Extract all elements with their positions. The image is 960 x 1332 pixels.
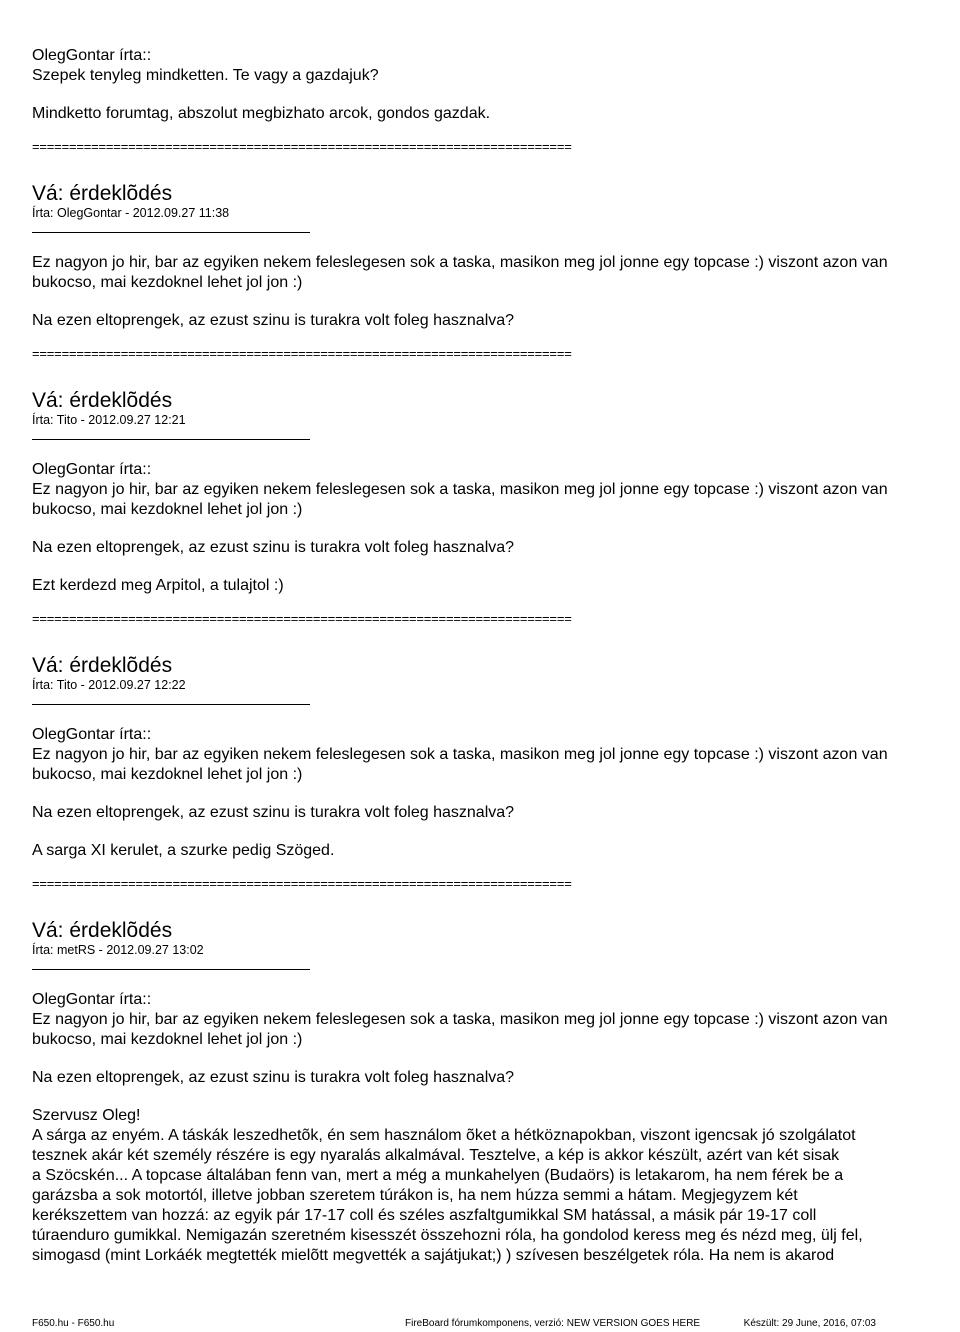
post-body-line: Na ezen eltoprengek, az ezust szinu is turakra volt foleg hasznalva? bbox=[32, 804, 515, 821]
forum-post bbox=[32, 654, 942, 861]
post-reply: Ezt kerdezd meg Arpitol, a tulajtol :) bbox=[32, 577, 284, 594]
separator: ========================================================================= bbox=[32, 347, 572, 361]
page-footer bbox=[32, 1318, 876, 1330]
post-quote-author: OlegGontar írta:: bbox=[32, 991, 152, 1008]
forum-post bbox=[32, 919, 942, 1266]
post-reply-line: simogasd (mint Lorkáék megtették mielõtt megvették a sajátjukat;) ) szívesen beszélgetek róla. Ha nem is akarod bbox=[32, 1247, 835, 1264]
post-title: Vá: érdeklõdés bbox=[32, 389, 173, 412]
post-quote-author: OlegGontar írta:: bbox=[32, 726, 152, 743]
post-reply-line: túraenduro gumikkal. Nemigazán szeretném kisesszét összehozni róla, ha gondolod keress meg és nézd meg, ülj fel, bbox=[32, 1227, 863, 1244]
post-title: Vá: érdeklõdés bbox=[32, 182, 173, 205]
post-body-line: Ez nagyon jo hir, bar az egyiken nekem feleslegesen sok a taska, masikon meg jol jonne egy topcase :) viszont azon van bbox=[32, 481, 888, 498]
separator: ========================================================================= bbox=[32, 877, 572, 891]
post-title: Vá: érdeklõdés bbox=[32, 919, 173, 942]
post-body-line: Ez nagyon jo hir, bar az egyiken nekem feleslegesen sok a taska, masikon meg jol jonne egy topcase :) viszont azon van bbox=[32, 1011, 888, 1028]
post-meta: Írta: OlegGontar - 2012.09.27 11:38 bbox=[32, 206, 230, 220]
post-body-line: Na ezen eltoprengek, az ezust szinu is turakra volt foleg hasznalva? bbox=[32, 1069, 515, 1086]
forum-post bbox=[32, 182, 942, 331]
post-reply-line: a Szöcskén... A topcase általában fenn van, mert a még a munkahelyen (Budaörs) is letakarom, ha nem férek be a bbox=[32, 1167, 844, 1184]
post-body-line: bukocso, mai kezdoknel lehet jol jon :) bbox=[32, 1031, 303, 1048]
post-body-line: bukocso, mai kezdoknel lehet jol jon :) bbox=[32, 274, 303, 291]
post-reply: A sarga XI kerulet, a szurke pedig Szöged. bbox=[32, 842, 335, 859]
post-meta: Írta: Tito - 2012.09.27 12:21 bbox=[32, 413, 186, 427]
footer-component: FireBoard fórumkomponens, verzió: NEW VERSION GOES HERE bbox=[405, 1318, 701, 1329]
post-reply-line: tesznek akár két személy részére is egy nyaralás alkalmával. Tesztelve, a kép is akkor készült, azért van két sisak bbox=[32, 1147, 840, 1164]
post-body-line: bukocso, mai kezdoknel lehet jol jon :) bbox=[32, 501, 303, 518]
post-body-line: Na ezen eltoprengek, az ezust szinu is turakra volt foleg hasznalva? bbox=[32, 312, 515, 329]
post-meta: Írta: metRS - 2012.09.27 13:02 bbox=[32, 943, 204, 957]
intro-line: Mindketto forumtag, abszolut megbizhato arcok, gondos gazdak. bbox=[32, 105, 491, 122]
post-body-line: Ez nagyon jo hir, bar az egyiken nekem feleslegesen sok a taska, masikon meg jol jonne egy topcase :) viszont azon van bbox=[32, 254, 888, 271]
post-title: Vá: érdeklõdés bbox=[32, 654, 173, 677]
document-page bbox=[32, 46, 942, 1266]
separator: ========================================================================= bbox=[32, 140, 572, 154]
post-reply-line: Szervusz Oleg! bbox=[32, 1107, 141, 1124]
intro-line: Szepek tenyleg mindketten. Te vagy a gazdajuk? bbox=[32, 67, 379, 84]
post-quote-author: OlegGontar írta:: bbox=[32, 461, 152, 478]
post-reply-line: garázsba a sok motortól, illetve jobban szeretem túrákon is, ha nem húzza semmi a hátam. Megjegyzem két bbox=[32, 1187, 798, 1204]
footer-timestamp: Készült: 29 June, 2016, 07:03 bbox=[743, 1318, 876, 1329]
footer-site: F650.hu - F650.hu bbox=[32, 1318, 115, 1329]
post-reply-line: kerékszettem van hozzá: az egyik pár 17-17 coll és széles aszfaltgumikkal SM hatással, a másik pár 19-17 coll bbox=[32, 1207, 817, 1224]
intro-quote-author: OlegGontar írta:: bbox=[32, 47, 152, 64]
separator: ========================================================================= bbox=[32, 612, 572, 626]
forum-post bbox=[32, 389, 942, 596]
post-reply-line: A sárga az enyém. A táskák leszedhetõk, én sem használom õket a hétköznapokban, viszont igencsak jó szolgálatot bbox=[32, 1127, 856, 1144]
post-body-line: Ez nagyon jo hir, bar az egyiken nekem feleslegesen sok a taska, masikon meg jol jonne egy topcase :) viszont azon van bbox=[32, 746, 888, 763]
post-body-line: Na ezen eltoprengek, az ezust szinu is turakra volt foleg hasznalva? bbox=[32, 539, 515, 556]
post-body-line: bukocso, mai kezdoknel lehet jol jon :) bbox=[32, 766, 303, 783]
post-meta: Írta: Tito - 2012.09.27 12:22 bbox=[32, 678, 186, 692]
